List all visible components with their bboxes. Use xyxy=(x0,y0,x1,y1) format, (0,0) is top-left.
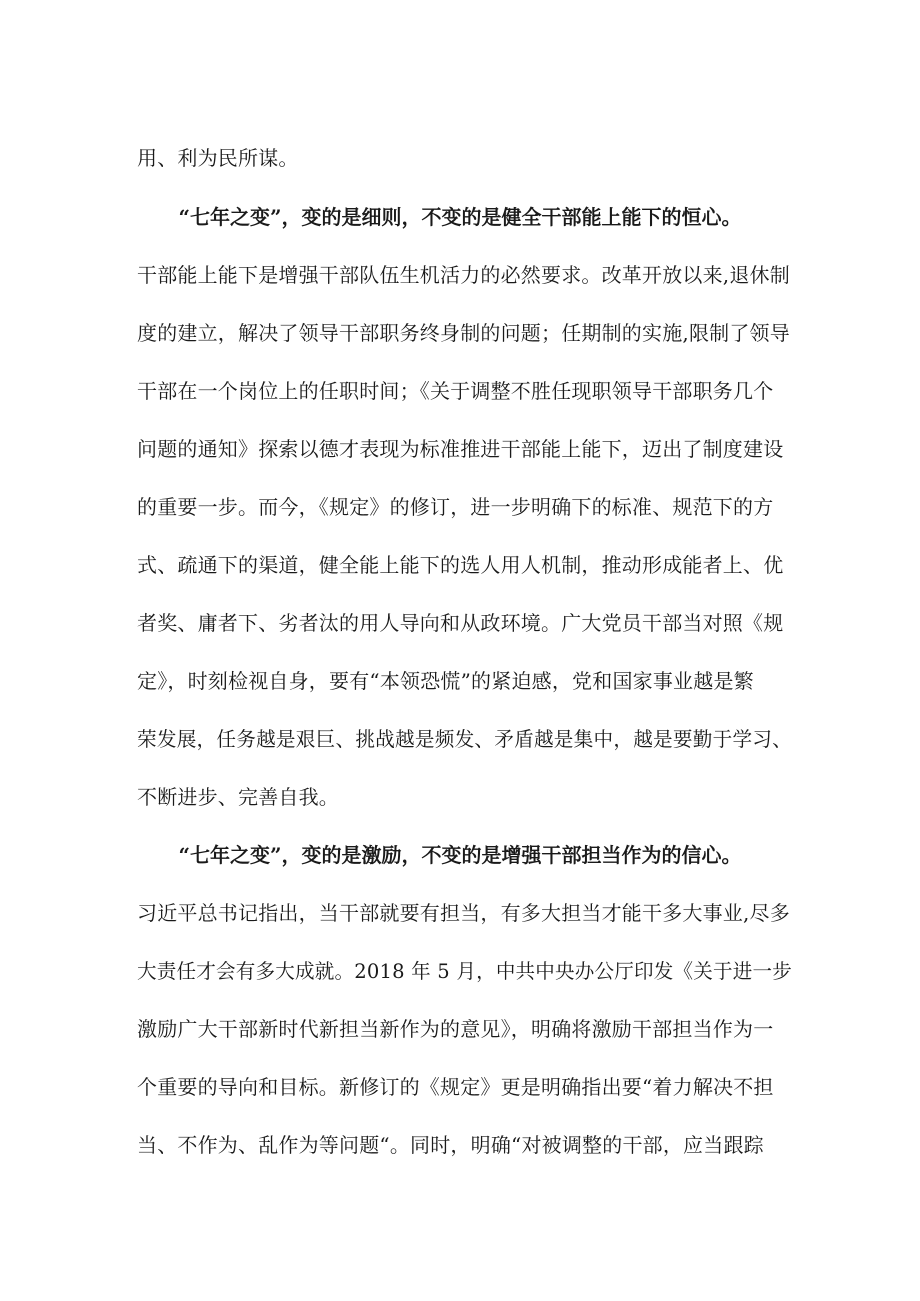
paragraph-line: 式、疏通下的渠道，健全能上能下的选人用人机制，推动形成能者上、优 xyxy=(137,553,784,577)
paragraph-line: 习近平总书记指出，当干部就要有担当，有多大担当才能干多大事业,尽多 xyxy=(137,901,790,925)
paragraph-line: 荣发展，任务越是艰巨、挑战越是频发、矛盾越是集中，越是要勤于学习、 xyxy=(137,727,792,751)
paragraph-line: 大责任才会有多大成就。2018 年 5 月，中共中央办公厅印发《关于进一步 xyxy=(137,959,792,983)
paragraph-line: 激励广大干部新时代新担当新作为的意见》，明确将激励干部担当作为一 xyxy=(137,1017,774,1041)
paragraph-line: 不断进步、完善自我。 xyxy=(137,785,339,809)
paragraph-line: 定》，时刻检视自身，要有“本领恐慌”的紧迫感，党和国家事业越是繁 xyxy=(137,669,754,693)
section-heading: “七年之变”，变的是激励，不变的是增强干部担当作为的信心。 xyxy=(178,843,742,867)
paragraph-line: 干部在一个岗位上的任职时间；《关于调整不胜任现职领导干部职务几个 xyxy=(137,379,774,403)
paragraph-line: 当、不作为、乱作为等问题“。同时，明确“对被调整的干部，应当跟踪 xyxy=(137,1133,764,1157)
section-heading: “七年之变”，变的是细则，不变的是健全干部能上能下的恒心。 xyxy=(178,205,742,229)
paragraph-line: 的重要一步。而今，《规定》的修订，进一步明确下的标准、规范下的方 xyxy=(137,495,774,519)
paragraph-line: 问题的通知》探索以德才表现为标准推进干部能上能下，迈出了制度建设 xyxy=(137,437,784,461)
paragraph-line: 者奖、庸者下、劣者汰的用人导向和从政环境。广大党员干部当对照《规 xyxy=(137,611,784,635)
paragraph-line: 干部能上能下是增强干部队伍生机活力的必然要求。改革开放以来,退休制 xyxy=(137,263,790,287)
paragraph-line: 用、利为民所谋。 xyxy=(137,146,299,170)
paragraph-line: 度的建立，解决了领导干部职务终身制的问题；任期制的实施,限制了领导 xyxy=(137,321,790,345)
paragraph-line: 个重要的导向和目标。新修订的《规定》更是明确指出要“着力解决不担 xyxy=(137,1075,774,1099)
